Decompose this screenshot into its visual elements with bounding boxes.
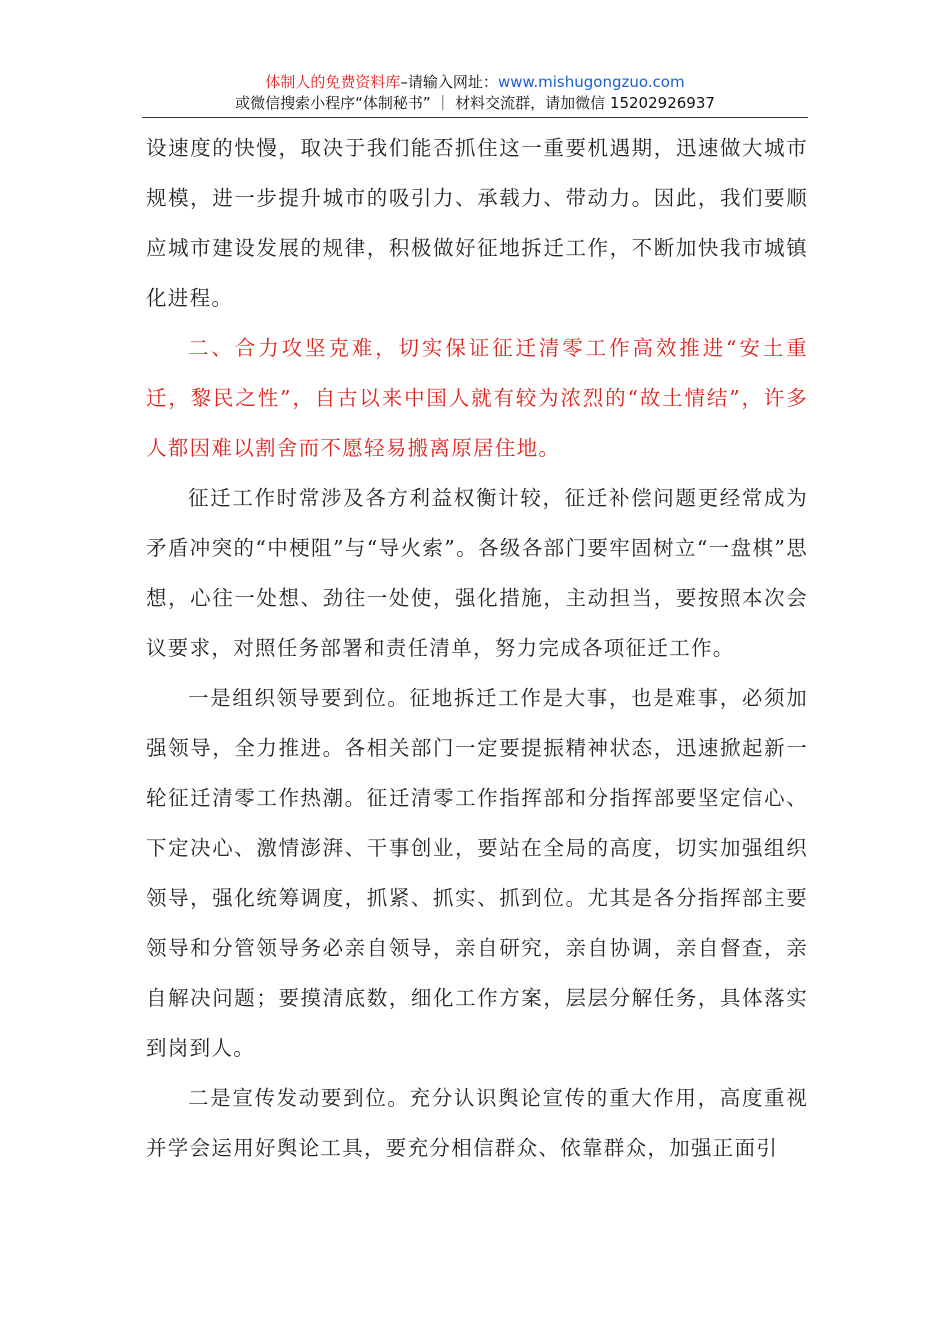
header-url-link[interactable]: www.mishugongzuo.com (497, 73, 685, 91)
header-brand: 体制人的免费资料库 (265, 73, 401, 91)
paragraph: 二是宣传发动要到位。充分认识舆论宣传的重大作用，高度重视并学会运用好舆论工具，要充分相信群众、依靠群众，加强正面引 (146, 1086, 808, 1160)
header-line-1 (142, 72, 808, 92)
page-header (142, 72, 808, 114)
document-body (146, 123, 808, 1173)
header-line-2: 或微信搜索小程序“体制秘书” ｜ 材料交流群，请加微信 15202926937 (235, 94, 715, 112)
header-divider (142, 117, 808, 118)
paragraph: 征迁工作时常涉及各方利益权衡计较，征迁补偿问题更经常成为矛盾冲突的“中梗阻”与“导火索”。各级各部门要牢固树立“一盘棋”思想，心往一处想、劲往一处使，强化措施，主动担当，要按照本次会议要求，对照任务部署和责任清单，努力完成各项征迁工作。 (146, 486, 808, 660)
paragraph: 一是组织领导要到位。征地拆迁工作是大事，也是难事，必须加强领导，全力推进。各相关部门一定要提振精神状态，迅速掀起新一轮征迁清零工作热潮。征迁清零工作指挥部和分指挥部要坚定信心、下定决心、激情澎湃、干事创业，要站在全局的高度，切实加强组织领导，强化统筹调度，抓紧、抓实、抓到位。尤其是各分指挥部主要领导和分管领导务必亲自领导，亲自研究，亲自协调，亲自督查，亲自解决问题；要摸清底数，细化工作方案，层层分解任务，具体落实到岗到人。 (146, 686, 808, 1060)
paragraph-continuation: 设速度的快慢，取决于我们能否抓住这一重要机遇期，迅速做大城市规模，进一步提升城市的吸引力、承载力、带动力。因此，我们要顺应城市建设发展的规律，积极做好征地拆迁工作，不断加快我市城镇化进程。 (146, 136, 808, 310)
section-heading-paragraph: 二、合力攻坚克难，切实保证征迁清零工作高效推进“安土重迁，黎民之性”，自古以来中国人就有较为浓烈的“故土情结”，许多人都因难以割舍而不愿轻易搬离原居住地。 (146, 336, 808, 460)
header-prompt: –请输入网址： (400, 73, 498, 91)
